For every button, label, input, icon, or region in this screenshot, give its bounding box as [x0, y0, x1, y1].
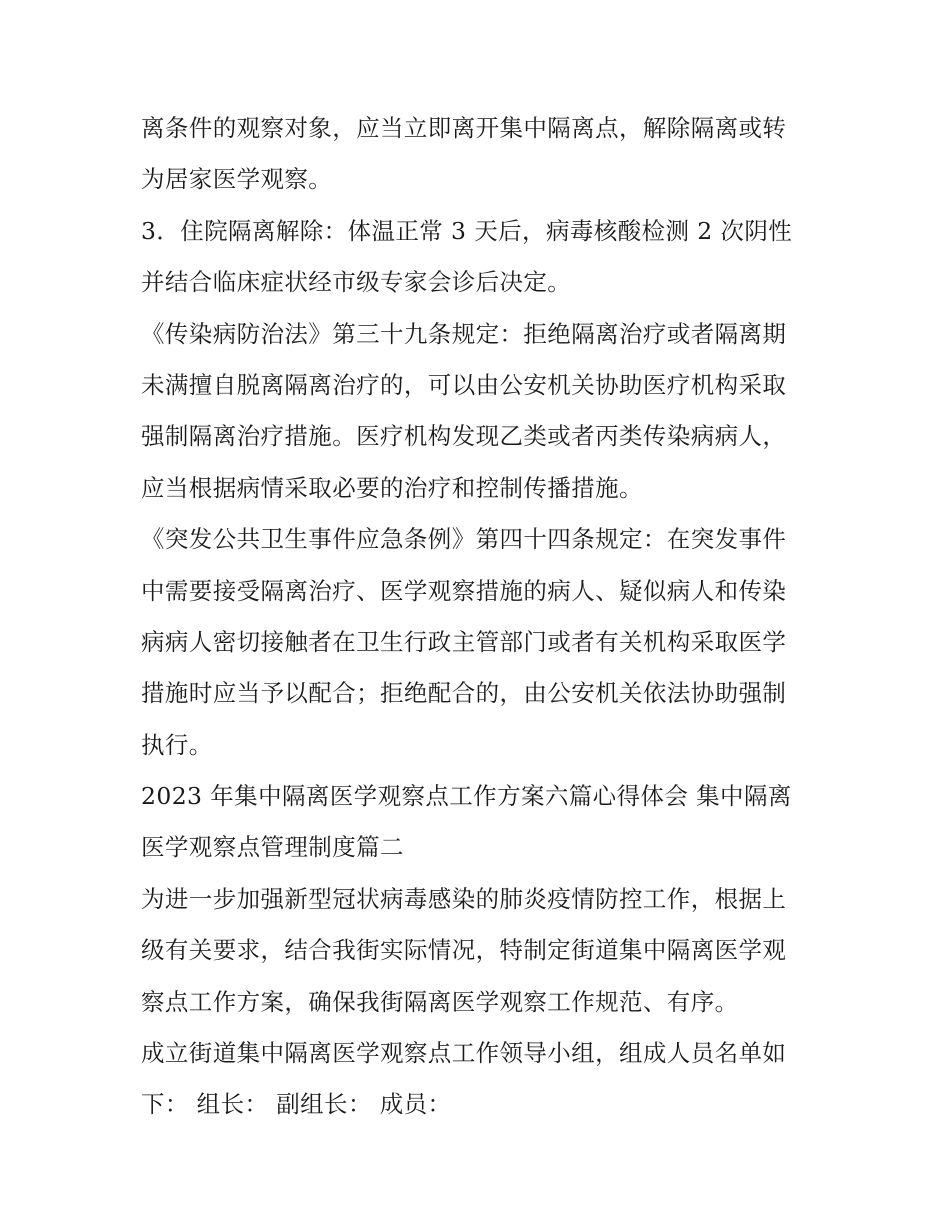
text-line: 离条件的观察对象，应当立即离开集中隔离点，解除隔离或转	[141, 114, 787, 142]
text-line: 强制隔离治疗措施。医疗机构发现乙类或者丙类传染病病人，	[141, 422, 787, 451]
text-line: 成立街道集中隔离医学观察点工作领导小组，组成人员名单如	[141, 1039, 787, 1068]
text-line: 病病人密切接触者在卫生行政主管部门或者有关机构采取医学	[141, 627, 787, 656]
text-line: 察点工作方案，确保我街隔离医学观察工作规范、有序。	[141, 987, 739, 1016]
text-line: 3．住院隔离解除：体温正常 3 天后，病毒核酸检测 2 次阴性	[141, 216, 793, 245]
text-line: 应当根据病情采取必要的治疗和控制传播措施。	[141, 473, 643, 502]
text-line: 《传染病防治法》第三十九条规定：拒绝隔离治疗或者隔离期	[141, 319, 787, 348]
text-line: 措施时应当予以配合；拒绝配合的，由公安机关依法协助强制	[141, 679, 787, 708]
text-line: 为进一步加强新型冠状病毒感染的肺炎疫情防控工作，根据上	[141, 884, 787, 913]
document-body	[141, 103, 821, 1131]
text-line: 执行。	[141, 730, 213, 759]
text-line: 为居家医学观察。	[141, 165, 333, 194]
text-line: 级有关要求，结合我街实际情况，特制定街道集中隔离医学观	[141, 936, 787, 965]
text-line: 未满擅自脱离隔离治疗的，可以由公安机关协助医疗机构采取	[141, 370, 787, 399]
text-line: 并结合临床症状经市级专家会诊后决定。	[141, 268, 572, 297]
text-line: 《突发公共卫生事件应急条例》第四十四条规定：在突发事件	[141, 525, 787, 554]
section-title-line: 2023 年集中隔离医学观察点工作方案六篇心得体会 集中隔离	[141, 782, 792, 811]
section-title-line: 医学观察点管理制度篇二	[141, 833, 404, 862]
text-line: 下： 组长： 副组长： 成员：	[141, 1090, 452, 1119]
text-line: 中需要接受隔离治疗、医学观察措施的病人、疑似病人和传染	[141, 576, 787, 605]
